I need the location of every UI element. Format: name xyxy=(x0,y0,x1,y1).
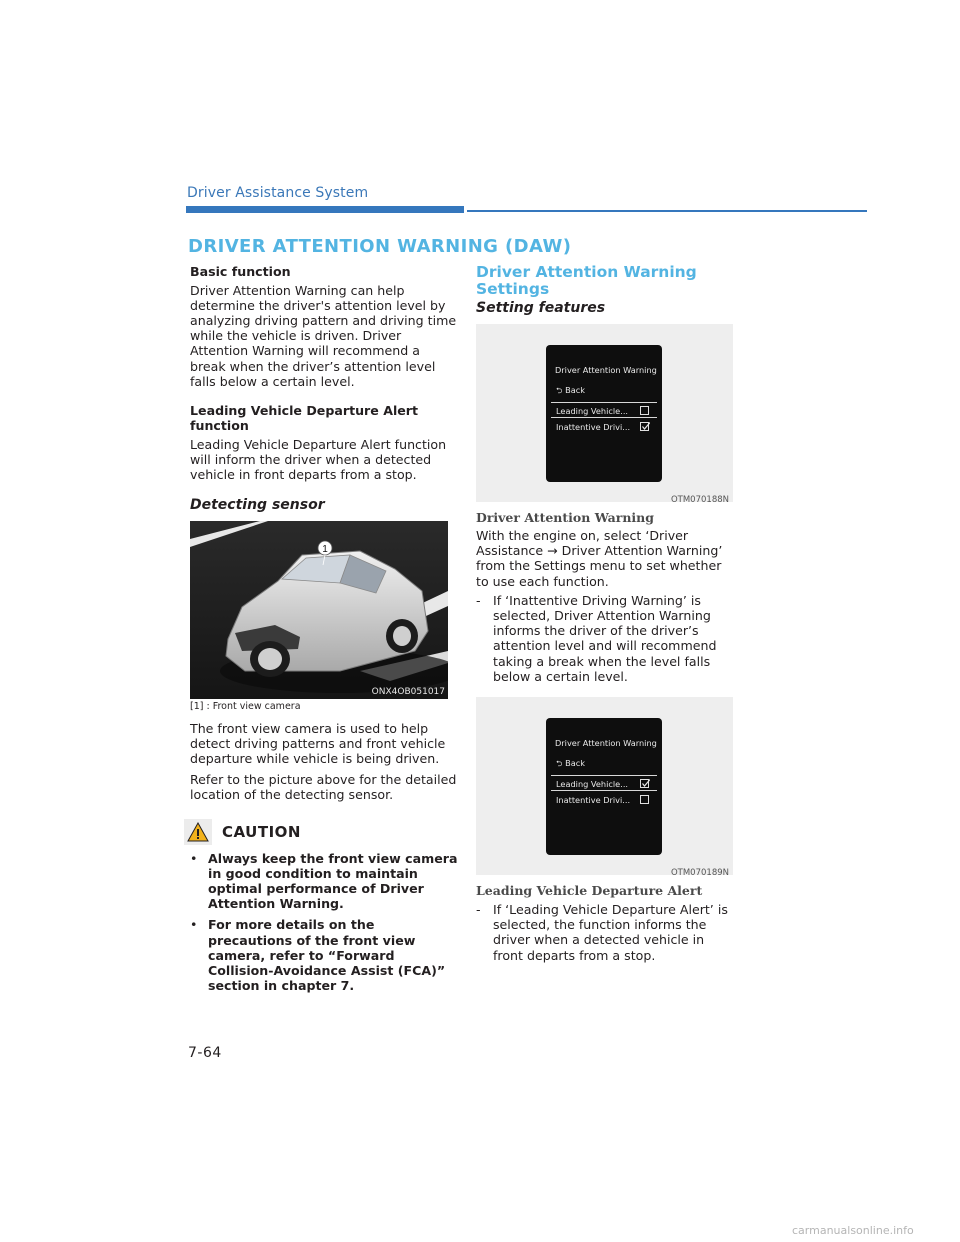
caution-text-1: Always keep the front view camera in good condition to maintain optimal performance of Driver Attention Warning. xyxy=(208,850,458,912)
menu-item-inattentive-driving: Inattentive Drivi... xyxy=(551,419,657,435)
lvda-subheading: Leading Vehicle Departure Alert xyxy=(476,883,703,899)
caution-item xyxy=(190,851,458,912)
vehicle-illustration xyxy=(190,521,448,699)
dash-icon: - xyxy=(476,592,481,608)
detecting-sensor-heading: Detecting sensor xyxy=(190,496,325,513)
lvda-dash-text: If ‘Leading Vehicle Departure Alert’ is selected, the function informs the driver when a detected vehicle in front departs from a stop. xyxy=(493,902,728,963)
sensor-text-2: Refer to the picture above for the detailed location of the detecting sensor. xyxy=(190,772,457,803)
back-arrow-icon: ⮌ xyxy=(556,758,563,769)
menu-item-leading-vehicle: Leading Vehicle... xyxy=(551,402,657,418)
warning-triangle-icon xyxy=(184,819,212,845)
section-title: DRIVER ATTENTION WARNING (DAW) xyxy=(188,236,572,257)
checkbox-unchecked-icon xyxy=(640,406,649,415)
basic-function-text: Driver Attention Warning can help determine the driver's attention level by analyzing driving pattern and driving time while the vehicle is driven. Driver Attention Warning will recommend a break when the driver’s attention level falls below a certain level. xyxy=(190,282,457,389)
header-rule-thick xyxy=(186,206,464,213)
basic-function-heading: Basic function xyxy=(190,264,291,279)
page-number: 7-64 xyxy=(188,1045,222,1061)
screen-code-2: OTM070189N xyxy=(670,868,729,879)
screen-code-1: OTM070188N xyxy=(670,495,729,505)
checkbox-checked-icon xyxy=(640,779,649,788)
left-column xyxy=(190,264,458,993)
dash-icon: - xyxy=(476,902,481,918)
caution-title: CAUTION xyxy=(222,822,301,841)
right-column xyxy=(476,264,738,963)
header-rule-thin xyxy=(467,210,867,212)
figure-marker-1: 1 xyxy=(322,543,328,555)
sensor-text-1: The front view camera is used to help detect driving patterns and front vehicle departure while vehicle is being driven. xyxy=(190,720,446,766)
daw-text: With the engine on, select ‘Driver Assistance → Driver Attention Warning’ from the Settings menu to set whether to use each function. xyxy=(476,528,723,589)
vehicle-figure xyxy=(190,521,448,699)
lvda-dash-item xyxy=(476,902,738,963)
checkbox-unchecked-icon xyxy=(640,795,649,804)
screen-title: Driver Attention Warning xyxy=(555,738,657,749)
header-title: Driver Assistance System xyxy=(187,185,369,201)
caution-header xyxy=(190,819,458,845)
bullet-icon: • xyxy=(190,850,198,866)
daw-subheading: Driver Attention Warning xyxy=(476,510,654,525)
figure-caption: [1] : Front view camera xyxy=(190,700,301,712)
setting-features-heading: Setting features xyxy=(476,300,606,316)
caution-item xyxy=(190,917,458,993)
settings-screen-figure-2 xyxy=(476,697,733,879)
daw-dash-text: If ‘Inattentive Driving Warning’ is selected, Driver Attention Warning informs the driver of the driver’s attention level and will recommend taking a break when the level falls below a certain level. xyxy=(493,592,717,684)
lvda-function-heading: Leading Vehicle Departure Alert function xyxy=(190,402,419,434)
caution-list xyxy=(190,851,458,994)
cluster-screen-2 xyxy=(546,718,662,855)
menu-item-leading-vehicle: Leading Vehicle... xyxy=(551,775,657,791)
settings-heading: Driver Attention Warning Settings xyxy=(476,263,697,298)
back-arrow-icon: ⮌ xyxy=(556,385,563,395)
back-menu-item: ⮌ Back xyxy=(556,758,586,769)
caution-text-2: For more details on the precautions of the front view camera, refer to “Forward Collision-Avoidance Assist (FCA)” section in chapter 7. xyxy=(208,917,446,994)
settings-screen-figure-1 xyxy=(476,324,733,505)
lvda-function-text: Leading Vehicle Departure Alert function will inform the driver when a detected vehicle in front departs from a stop. xyxy=(190,436,447,483)
menu-item-inattentive-driving: Inattentive Drivi... xyxy=(551,792,657,808)
bullet-icon: • xyxy=(190,917,198,933)
figure-code: ONX4OB051017 xyxy=(371,686,445,697)
back-menu-item: ⮌ Back xyxy=(556,385,586,395)
screen-title: Driver Attention Warning xyxy=(555,365,657,375)
checkbox-checked-icon xyxy=(640,422,649,431)
cluster-screen-1 xyxy=(546,345,662,482)
daw-dash-item xyxy=(476,593,738,684)
watermark: carmanualsonline.info xyxy=(792,1224,914,1237)
